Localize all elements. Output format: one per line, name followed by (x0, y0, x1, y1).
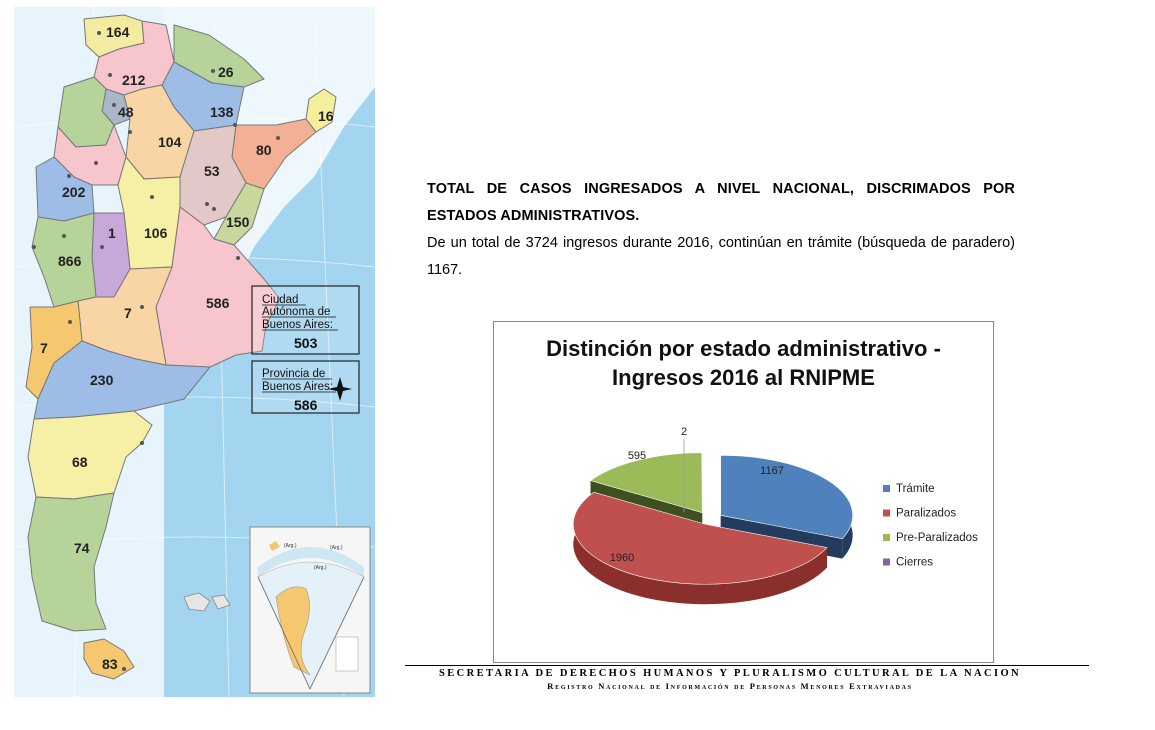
region-value-formosa: 26 (218, 64, 234, 80)
pie-label-2: 595 (627, 450, 647, 462)
region-value-neuquen: 7 (40, 340, 48, 356)
inset-label-arg1: (Arg.) (284, 543, 297, 549)
chart-title-line1: Distinción por estado administrativo - (546, 336, 941, 361)
caba-label-line2: Autónoma de (262, 306, 331, 318)
legend-swatch-3 (883, 559, 890, 566)
legend-swatch-2 (883, 534, 890, 541)
antarctica-inset (250, 527, 370, 693)
pie-label-1: 1960 (609, 552, 635, 564)
region-value-lapampa: 7 (124, 305, 132, 321)
region-value-santiago: 104 (158, 134, 182, 150)
document-text-block (427, 176, 1015, 284)
legend-label-1: Paralizados (896, 507, 957, 520)
argentina-map (14, 7, 375, 697)
pba-value: 586 (294, 397, 318, 413)
region-value-buenosaires: 586 (206, 295, 230, 311)
region-value-corrientes: 80 (256, 142, 272, 158)
region-value-mendoza: 866 (58, 253, 82, 269)
document-title: TOTAL DE CASOS INGRESADOS A NIVEL NACIONAL, DISCRIMADOS POR ESTADOS ADMINISTRATIVOS. (427, 181, 1015, 224)
region-value-sanluis: 1 (108, 225, 116, 241)
legend-label-0: Trámite (896, 483, 935, 495)
region-value-salta: 212 (122, 72, 146, 88)
region-value-santafe: 53 (204, 163, 220, 179)
region-value-rionegro: 230 (90, 372, 114, 388)
region-value-chubut: 68 (72, 454, 88, 470)
region-value-tierradelfuego: 83 (102, 656, 118, 672)
inset-label-arg2: (Arg.) (330, 545, 343, 551)
region-value-chaco: 138 (210, 104, 234, 120)
footer-secretaria: SECRETARIA DE DERECHOS HUMANOS Y PLURALISMO CULTURAL DE LA NACION (439, 668, 1021, 679)
pba-callout (252, 361, 359, 413)
pba-label-line2: Buenos Aires: (262, 381, 333, 393)
footer-registro: Registro Nacional de Información de Personas Menores Extraviadas (547, 681, 913, 691)
region-value-misiones: 16 (318, 108, 334, 124)
caba-label-line3: Buenos Aires: (262, 319, 333, 331)
region-value-tucuman: 48 (118, 104, 134, 120)
legend-swatch-0 (883, 485, 890, 492)
caba-label-line1: Ciudad (262, 294, 299, 306)
legend-label-3: Cierres (896, 556, 934, 569)
caba-callout (252, 286, 359, 354)
pie-label-0: 1167 (760, 465, 784, 477)
document-body: De un total de 3724 ingresos durante 2016, continúan en trámite (búsqueda de paradero) 1167. (427, 235, 1015, 278)
region-value-cordoba: 106 (144, 225, 168, 241)
chart-title-line2: Ingresos 2016 al RNIPME (612, 365, 875, 390)
legend-swatch-1 (883, 510, 890, 517)
region-value-jujuy: 164 (106, 24, 130, 40)
pie-label-3: 2 (680, 426, 688, 438)
legend-label-2: Pre-Paralizados (896, 532, 978, 544)
caba-value: 503 (294, 335, 318, 351)
footer-rule (405, 665, 1089, 666)
region-value-sanjuan: 202 (62, 184, 86, 200)
inset-label-arg3: (Arg.) (314, 565, 327, 571)
pie-chart (494, 322, 993, 662)
pba-label-line1: Provincia de (262, 368, 326, 380)
region-value-santacruz: 74 (74, 540, 90, 556)
region-value-entrerios: 150 (226, 214, 250, 230)
pie-chart-frame (493, 321, 994, 663)
